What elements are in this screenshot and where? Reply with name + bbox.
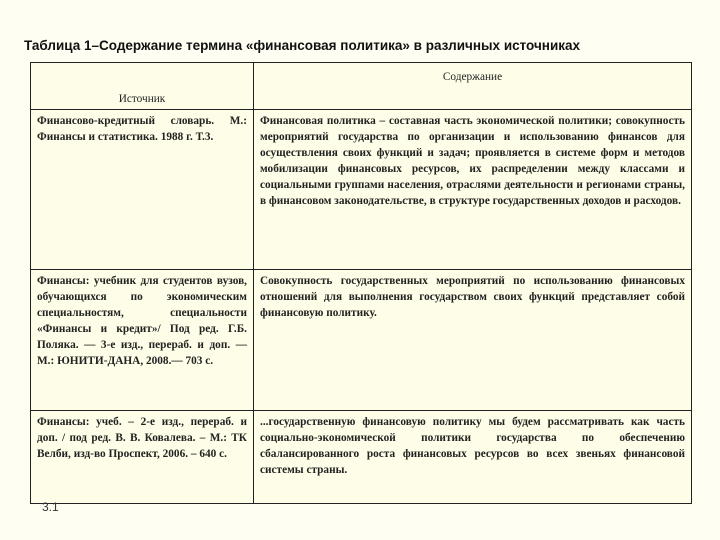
header-content: Содержание — [254, 63, 692, 110]
page-number: 3.1 — [42, 500, 59, 514]
sources-table — [30, 62, 692, 504]
table-title: Таблица 1–Содержание термина «финансовая политика» в различных источниках — [24, 38, 581, 53]
source-cell: Финансы: учебник для студентов вузов, обучающихся по экономическим специальностям, специальности «Финансы и кредит»/ Под ред. Г.Б. Поляка. — 3-е изд., перераб. и доп. — М.: ЮНИТИ-ДАНА, 2008.— 703 с. — [31, 270, 254, 411]
source-cell: Финансово-кредитный словарь. М.: Финансы и статистика. 1988 г. Т.3. — [31, 110, 254, 270]
source-cell: Финансы: учеб. – 2-е изд., перераб. и доп. / под ред. В. В. Ковалева. – М.: ТК Велби, изд-во Проспект, 2006. – 640 с. — [31, 411, 254, 504]
header-source: Источник — [31, 63, 254, 110]
table-row — [31, 411, 692, 504]
content-cell: Финансовая политика – составная часть экономической политики; совокупность мероприятий государства по организации и использованию финансов для осуществления своих функций и задач; проявляется в системе форм и методов мобилизации финансовых ресурсов, их распределении между классами и социальными группами населения, отраслями деятельности и регионами страны, в финансовом законодательстве, в структуре государственных доходов и расходов. — [254, 110, 692, 270]
table-row — [31, 270, 692, 411]
content-cell: Совокупность государственных мероприятий по использованию финансовых отношений для выполнения государством своих функций представляет собой финансовую политику. — [254, 270, 692, 411]
table-row — [31, 110, 692, 270]
table-header-row — [31, 63, 692, 110]
content-cell: ...государственную финансовую политику мы будем рассматривать как часть социально-экономической политики государства по обеспечению сбалансированного роста финансовых ресурсов во всех звеньях финансовой системы страны. — [254, 411, 692, 504]
